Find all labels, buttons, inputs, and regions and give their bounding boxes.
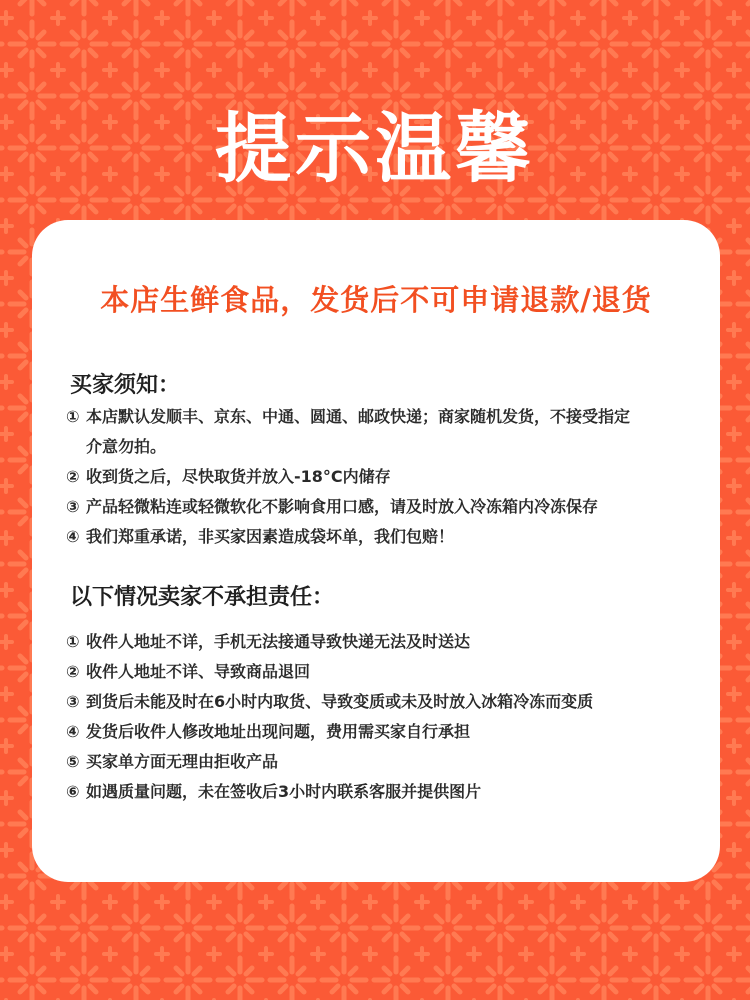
- item-number: ①: [66, 407, 80, 426]
- item-text: 买家单方面无理由拒收产品: [86, 752, 279, 771]
- item-number: ②: [66, 662, 80, 681]
- seller-disclaimer-title: 以下情况卖家不承担责任：: [70, 585, 335, 610]
- item-number: ⑥: [66, 782, 80, 801]
- item-number: ③: [66, 497, 80, 516]
- item-number: ③: [66, 692, 80, 711]
- item-text: 收件人地址不详，手机无法接通导致快递无法及时送达: [86, 632, 471, 651]
- list-item: [66, 717, 706, 747]
- list-item: [66, 657, 706, 687]
- item-number: ⑤: [66, 752, 80, 771]
- item-text: 发货后收件人修改地址出现问题，费用需买家自行承担: [86, 722, 471, 741]
- item-number: ④: [66, 527, 80, 546]
- buyer-notice-title: 买家须知：: [70, 373, 181, 398]
- list-item: [66, 402, 706, 462]
- item-text-continued: 介意勿拍。: [86, 437, 167, 456]
- item-number: ①: [66, 632, 80, 651]
- list-item: [66, 627, 706, 657]
- seller-disclaimer-list: [66, 627, 706, 807]
- list-item: [66, 492, 706, 522]
- item-number: ②: [66, 467, 80, 486]
- item-number: ④: [66, 722, 80, 741]
- buyer-notice-list: [66, 402, 706, 552]
- item-text: 我们郑重承诺，非买家因素造成袋坏单，我们包赔！: [86, 527, 455, 546]
- page-title: 提示温馨: [215, 104, 535, 193]
- list-item: [66, 687, 706, 717]
- list-item: [66, 777, 706, 807]
- list-item: [66, 522, 706, 552]
- headline: 本店生鲜食品，发货后不可申请退款/退货: [100, 283, 652, 317]
- item-text: 到货后未能及时在6小时内取货、导致变质或未及时放入冰箱冷冻而变质: [86, 692, 594, 711]
- item-text: 收件人地址不详、导致商品退回: [86, 662, 311, 681]
- item-text: 本店默认发顺丰、京东、中通、圆通、邮政快递；商家随机发货，不接受指定: [86, 407, 631, 426]
- notice-card: [32, 220, 720, 882]
- item-text: 如遇质量问题，未在签收后3小时内联系客服并提供图片: [86, 782, 482, 801]
- list-item: [66, 462, 706, 492]
- item-text: 收到货之后，尽快取货并放入-18°C内储存: [86, 467, 391, 486]
- item-text: 产品轻微粘连或轻微软化不影响食用口感，请及时放入冷冻箱内冷冻保存: [86, 497, 599, 516]
- list-item: [66, 747, 706, 777]
